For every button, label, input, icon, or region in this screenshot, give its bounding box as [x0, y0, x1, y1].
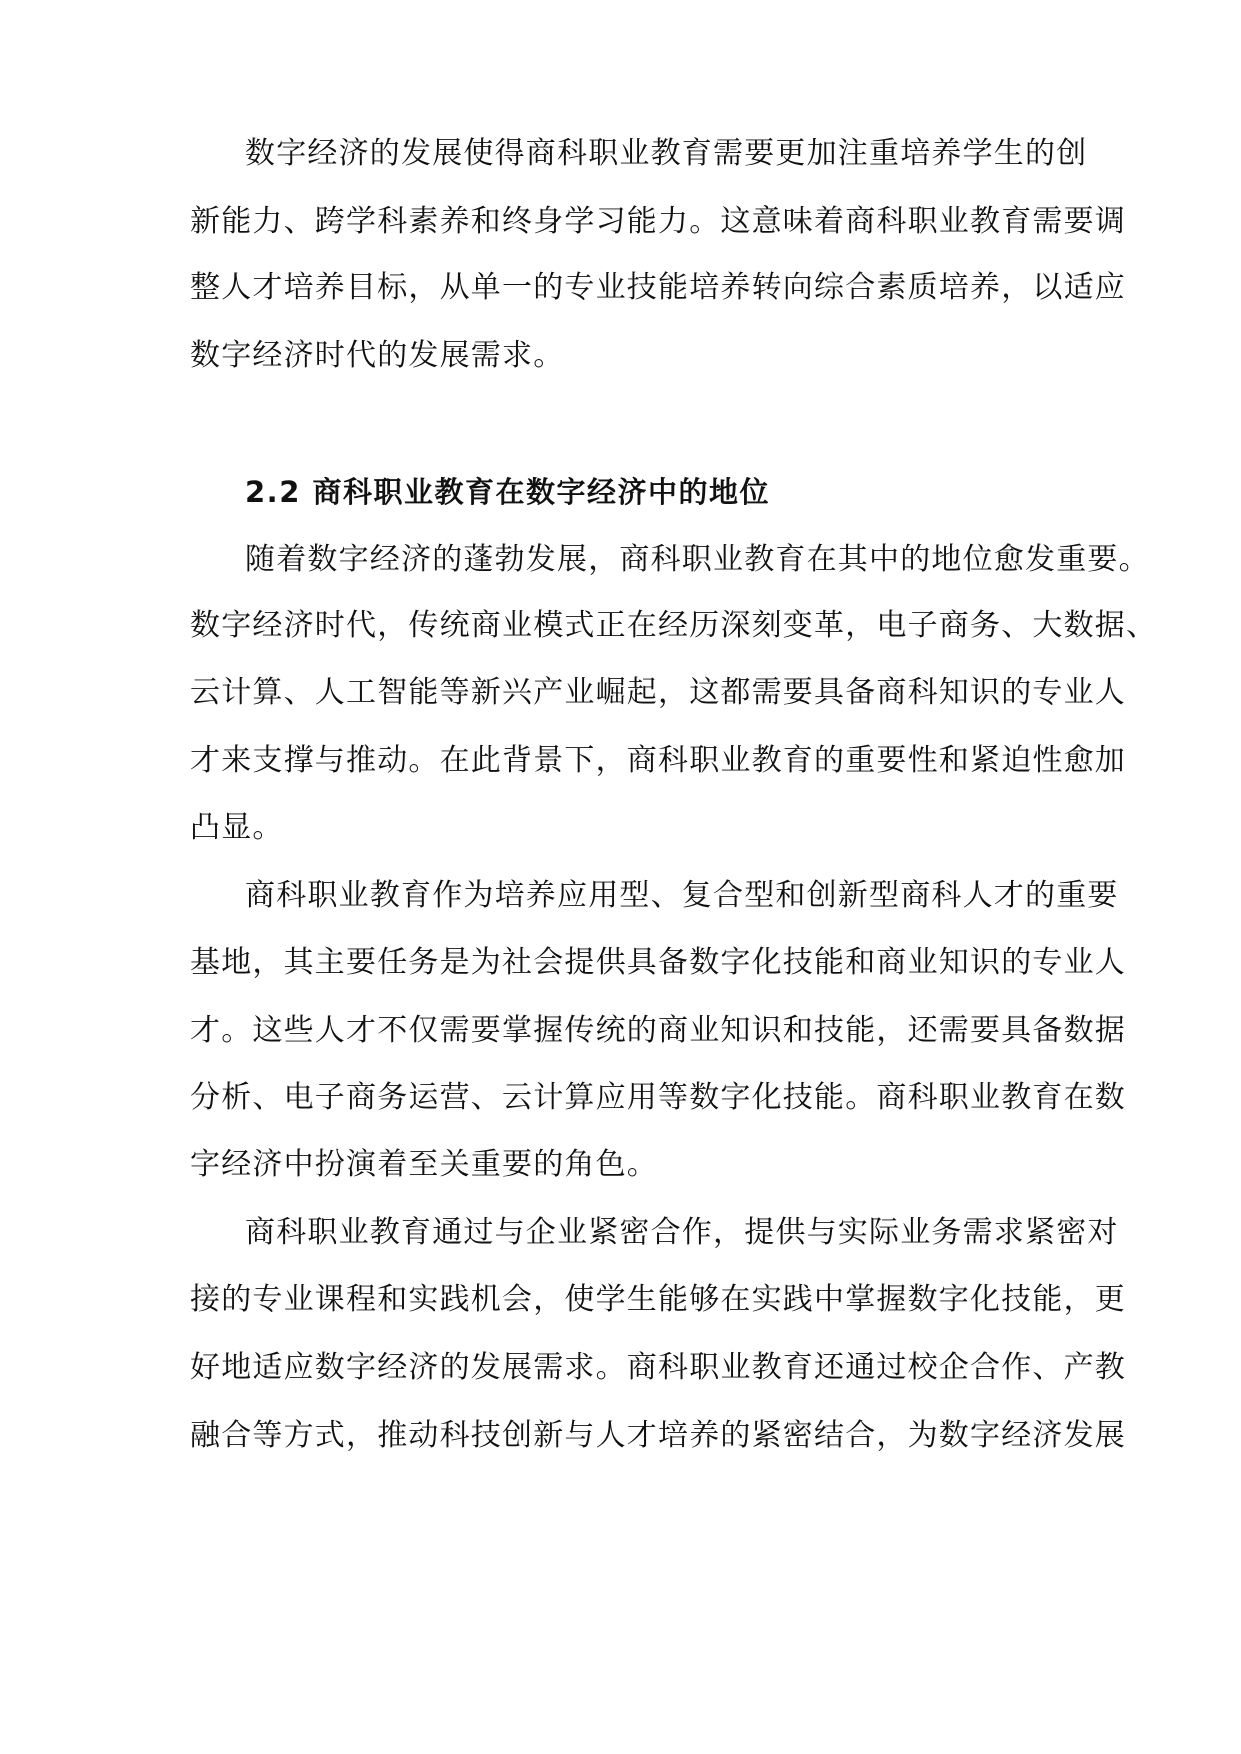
paragraph-3-line-1: 商科职业教育作为培养应用型、复合型和创新型商科人才的重要	[245, 878, 1119, 913]
paragraph-2-line-5: 凸显。	[190, 810, 284, 845]
paragraph-1-line-2: 新能力、跨学科素养和终身学习能力。这意味着商科职业教育需要调	[190, 204, 1126, 239]
paragraph-3-line-3: 才。这些人才不仅需要掌握传统的商业知识和技能，还需要具备数据	[190, 1013, 1126, 1048]
paragraph-4-line-2: 接的专业课程和实践机会，使学生能够在实践中掌握数字化技能，更	[190, 1282, 1126, 1317]
paragraph-2-line-1: 随着数字经济的蓬勃发展，商科职业教育在其中的地位愈发重要。	[245, 542, 1150, 577]
paragraph-3-line-5: 字经济中扮演着至关重要的角色。	[190, 1147, 658, 1182]
section-heading: 2.2 商科职业教育在数字经济中的地位	[245, 475, 770, 509]
paragraph-2-line-2: 数字经济时代，传统商业模式正在经历深刻变革，电子商务、大数据、	[190, 608, 1158, 643]
paragraph-3-line-4: 分析、电子商务运营、云计算应用等数字化技能。商科职业教育在数	[190, 1080, 1126, 1115]
paragraph-1-line-1: 数字经济的发展使得商科职业教育需要更加注重培养学生的创	[245, 136, 1088, 171]
paragraph-1-line-3: 整人才培养目标，从单一的专业技能培养转向综合素质培养，以适应	[190, 270, 1126, 305]
paragraph-4-line-4: 融合等方式，推动科技创新与人才培养的紧密结合，为数字经济发展	[190, 1418, 1126, 1453]
paragraph-4-line-1: 商科职业教育通过与企业紧密合作，提供与实际业务需求紧密对	[245, 1215, 1119, 1250]
paragraph-2-line-3: 云计算、人工智能等新兴产业崛起，这都需要具备商科知识的专业人	[190, 675, 1126, 710]
paragraph-4-line-3: 好地适应数字经济的发展需求。商科职业教育还通过校企合作、产教	[190, 1350, 1126, 1385]
paragraph-3-line-2: 基地，其主要任务是为社会提供具备数字化技能和商业知识的专业人	[190, 945, 1126, 980]
paragraph-1-line-4: 数字经济时代的发展需求。	[190, 338, 565, 373]
paragraph-2-line-4: 才来支撑与推动。在此背景下，商科职业教育的重要性和紧迫性愈加	[190, 743, 1126, 778]
